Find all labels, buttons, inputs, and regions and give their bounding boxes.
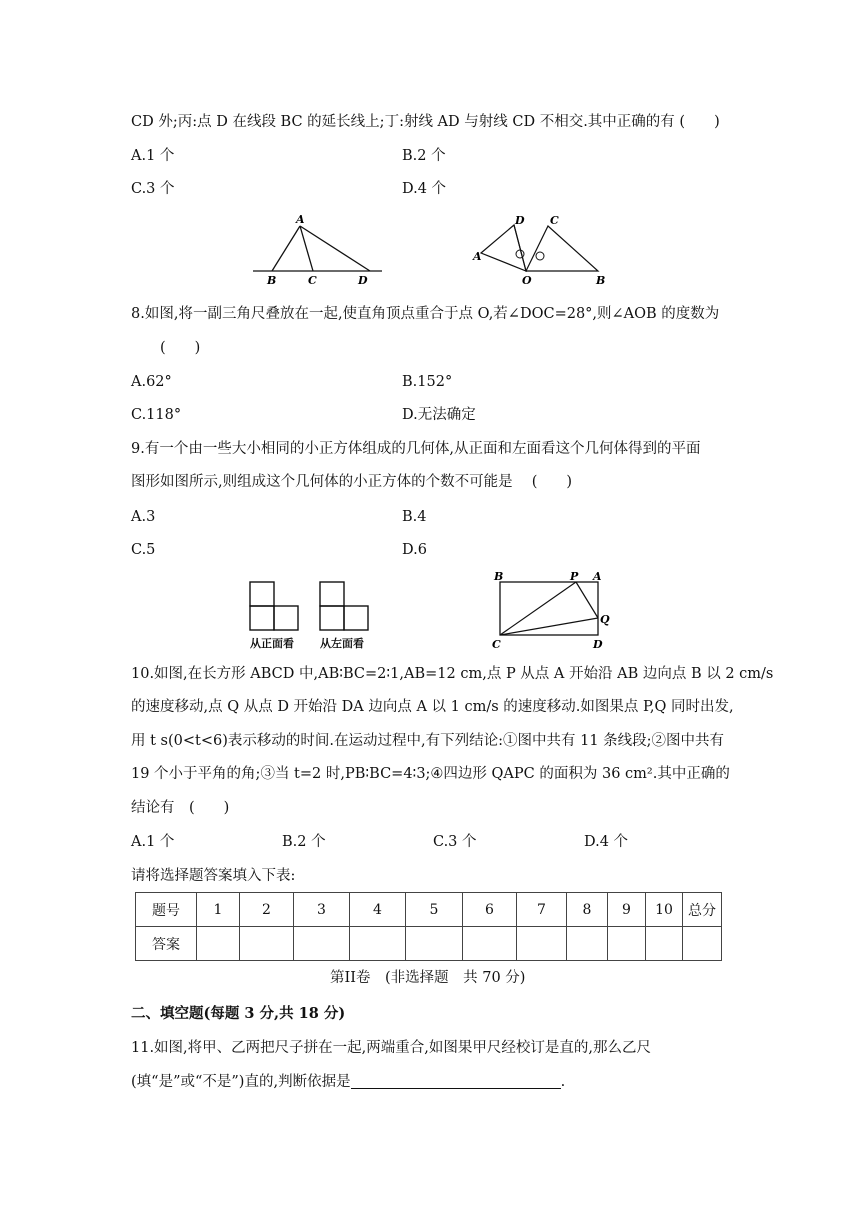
table-row-answers [136, 927, 722, 961]
q10-line-3: 用 t s(0<t<6)表示移动的时间.在运动过程中,有下列结论:①图中共有 11 条线段;②图中共有 [131, 733, 725, 749]
figure-q8 [470, 212, 615, 292]
fig7-label-b: B [267, 274, 277, 287]
q10-option-c: C.3 个 [433, 834, 477, 850]
fig10-label-d: D [593, 638, 603, 651]
q10-option-a: A.1 个 [131, 834, 175, 850]
answer-cell-4[interactable] [350, 927, 406, 961]
answer-cell-5[interactable] [406, 927, 463, 961]
answer-cell-9[interactable] [608, 927, 646, 961]
q9-option-d: D.6 [402, 542, 427, 558]
q10-option-d: D.4 个 [584, 834, 629, 850]
q10-line-5: 结论有 ( ) [131, 800, 230, 816]
table-row-numbers [136, 893, 722, 927]
front-view-caption: 从正面看 [250, 637, 294, 650]
table-header-cell: 1 [197, 893, 240, 927]
q10-line-1: 10.如图,在长方形 ABCD 中,AB∶BC=2∶1,AB=12 cm,点 P 从点 A 开始沿 AB 边向点 B 以 2 cm/s [131, 666, 774, 682]
answer-cell-10[interactable] [646, 927, 683, 961]
fig10-label-a: A [593, 570, 602, 583]
table-header-cell: 题号 [136, 893, 197, 927]
q9-line-2: 图形如图所示,则组成这个几何体的小正方体的个数不可能是 ( ) [131, 474, 573, 490]
fig8-label-a: A [473, 250, 482, 263]
fig10-label-b: B [494, 570, 504, 583]
q8-option-c: C.118° [131, 407, 182, 423]
q9-line-1: 9.有一个由一些大小相同的小正方体组成的几何体,从正面和左面看这个几何体得到的平面 [131, 441, 701, 457]
q8-option-b: B.152° [402, 374, 453, 390]
table-header-cell: 8 [567, 893, 608, 927]
figure-q9 [248, 580, 378, 632]
table-header-cell: 3 [294, 893, 350, 927]
answer-cell-2[interactable] [240, 927, 294, 961]
table-header-cell: 7 [517, 893, 567, 927]
table-header-cell: 9 [608, 893, 646, 927]
answer-row-label: 答案 [136, 927, 197, 961]
answer-cell-6[interactable] [463, 927, 517, 961]
part2-title: 第II卷 (非选择题 共 70 分) [330, 970, 526, 986]
q10-option-b: B.2 个 [282, 834, 326, 850]
fig7-label-d: D [358, 274, 368, 287]
q10-line-4: 19 个小于平角的角;③当 t=2 时,PB∶BC=4∶3;④四边形 QAPC 的面积为 36 cm².其中正确的 [131, 766, 730, 782]
fig10-label-p: P [570, 570, 579, 583]
fig10-label-c: C [492, 638, 501, 651]
table-header-cell: 6 [463, 893, 517, 927]
q7-option-b: B.2 个 [402, 148, 446, 164]
q7-option-c: C.3 个 [131, 181, 175, 197]
answer-table [135, 892, 722, 961]
q11-line-2-end: . [560, 1074, 566, 1090]
fig8-label-o: O [522, 274, 532, 287]
answer-cell-7[interactable] [517, 927, 567, 961]
fig7-label-a: A [296, 213, 305, 226]
fig8-label-b: B [596, 274, 606, 287]
q10-line-2: 的速度移动,点 Q 从点 D 开始沿 DA 边向点 A 以 1 cm/s 的速度移动.如图果点 P,Q 同时出发, [131, 699, 734, 715]
figure-q7 [250, 212, 390, 292]
q8-line-1: 8.如图,将一副三角尺叠放在一起,使直角顶点重合于点 O,若∠DOC=28°,则∠AOB 的度数为 [131, 306, 720, 322]
table-header-cell: 10 [646, 893, 683, 927]
q7-line: CD 外;丙:点 D 在线段 BC 的延长线上;丁:射线 AD 与射线 CD 不相交.其中正确的有 ( ) [131, 114, 720, 130]
table-header-cell: 4 [350, 893, 406, 927]
q9-option-a: A.3 [131, 509, 156, 525]
fig7-label-c: C [308, 274, 317, 287]
table-header-cell: 5 [406, 893, 463, 927]
fig8-label-c: C [550, 214, 559, 227]
fig8-label-d: D [515, 214, 525, 227]
q9-option-b: B.4 [402, 509, 427, 525]
q11-line-2-text: (填“是”或“不是”)直的,判断依据是 [131, 1074, 351, 1090]
answer-cell-1[interactable] [197, 927, 240, 961]
q11-answer-blank[interactable] [351, 1073, 561, 1089]
left-view-caption: 从左面看 [320, 637, 364, 650]
q8-line-2: ( ) [160, 340, 201, 356]
q7-option-d: D.4 个 [402, 181, 447, 197]
answer-instruction: 请将选择题答案填入下表: [131, 868, 296, 884]
q8-option-a: A.62° [131, 374, 172, 390]
answer-cell-total[interactable] [683, 927, 722, 961]
answer-cell-8[interactable] [567, 927, 608, 961]
section2-heading: 二、填空题(每题 3 分,共 18 分) [131, 1005, 346, 1022]
q7-option-a: A.1 个 [131, 148, 175, 164]
table-header-cell: 2 [240, 893, 294, 927]
fig10-label-q: Q [600, 613, 610, 626]
q11-line-2 [131, 1072, 565, 1092]
answer-cell-3[interactable] [294, 927, 350, 961]
q8-option-d: D.无法确定 [402, 407, 476, 423]
figure-q10 [490, 570, 615, 654]
q11-line-1: 11.如图,将甲、乙两把尺子拼在一起,两端重合,如图果甲尺经校订是直的,那么乙尺 [131, 1040, 651, 1056]
table-header-cell: 总分 [683, 893, 722, 927]
q9-option-c: C.5 [131, 542, 156, 558]
